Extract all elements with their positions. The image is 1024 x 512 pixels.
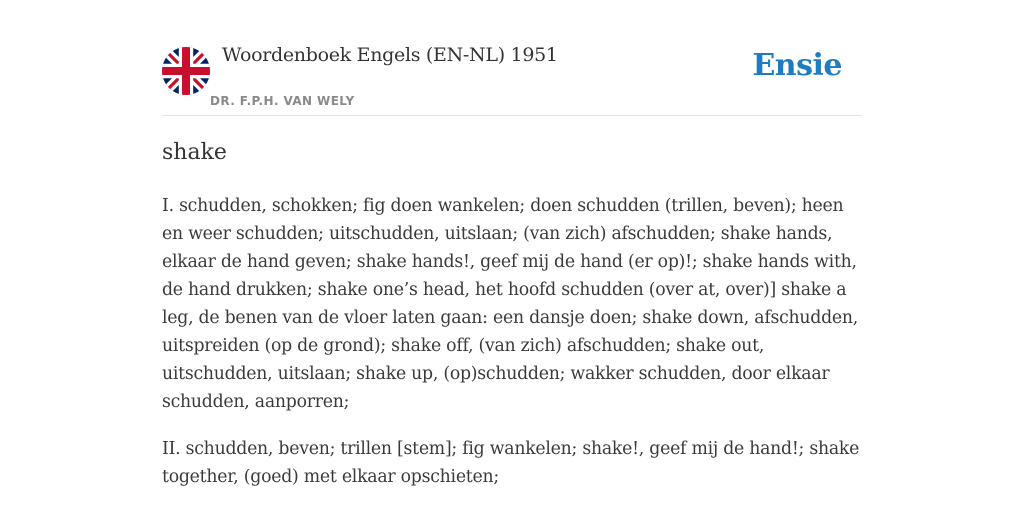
dictionary-author: DR. F.P.H. VAN WELY xyxy=(210,94,355,108)
ensie-logo-link[interactable]: Ensie xyxy=(752,48,842,83)
uk-flag-icon xyxy=(162,47,210,95)
entry-term: shake xyxy=(162,140,227,165)
dictionary-header xyxy=(162,0,862,116)
page-content xyxy=(162,0,862,487)
definition-paragraph: I. schudden, schokken; fig doen wankelen; doen schudden (trillen, beven); heen en weer schudden; uitschudden, uitslaan; (van zich) afschudden; shake hands, elkaar de hand geven; shake hands!, geef mij de hand (er op)!; shake hands with, de hand drukken; shake one’s head, het hoofd schudden (over at, over)] shake a leg, de benen van de vloer laten gaan: een dansje doen; shake down, afschudden, uitspreiden (op de grond); shake off, (van zich) afschudden; shake out, uitschudden, uitslaan; shake up, (op)schudden; wakker schudden, door elkaar schudden, aanporren; xyxy=(162,196,858,412)
entry-definitions xyxy=(162,192,862,510)
dictionary-title[interactable]: Woordenboek Engels (EN-NL) 1951 xyxy=(222,44,558,66)
definition-paragraph: II. schudden, beven; trillen [stem]; fig wankelen; shake!, geef mij de hand!; shake together, (goed) met elkaar opschieten; xyxy=(162,439,860,487)
